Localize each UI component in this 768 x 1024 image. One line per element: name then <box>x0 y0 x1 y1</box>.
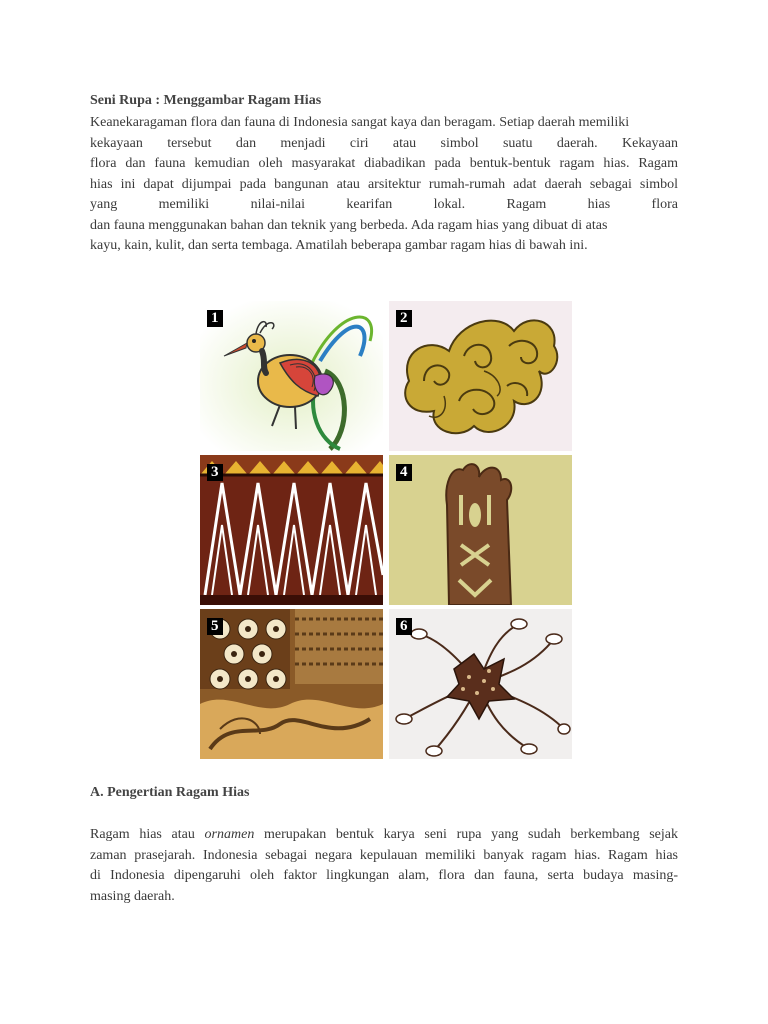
ornament-image-zigzag <box>200 455 383 605</box>
intro-line: kekayaan tersebut dan menjadi ciri atau simbol suatu daerah. Kekayaan <box>90 135 678 151</box>
gold-carving-illustration <box>389 301 572 451</box>
wood-carving-illustration <box>389 455 572 605</box>
bird-illustration <box>200 301 383 451</box>
ornament-image-grid <box>200 301 572 759</box>
section-paragraph <box>90 825 678 907</box>
image-number-label: 5 <box>207 618 223 635</box>
section-text: Ragam hias atau <box>90 827 205 842</box>
section-line <box>90 825 678 846</box>
intro-line: yang memiliki nilai-nilai kearifan lokal. Ragam hias flora <box>90 197 678 212</box>
intro-paragraph <box>90 113 678 257</box>
italic-term: ornamen <box>204 827 255 842</box>
image-number-label: 4 <box>396 464 412 481</box>
section-line: di Indonesia dipengaruhi oleh faktor lingkungan alam, flora dan fauna, serta budaya masing- <box>90 868 678 883</box>
floral-motif-illustration <box>389 609 572 759</box>
zigzag-illustration <box>200 455 383 605</box>
section-line: masing daerah. <box>90 888 175 904</box>
section-heading: A. Pengertian Ragam Hias <box>90 785 250 800</box>
intro-line: dan fauna menggunakan bahan dan teknik yang berbeda. Ada ragam hias yang dibuat di atas <box>90 217 608 233</box>
ornament-image-gold-carving <box>389 301 572 451</box>
intro-line: Keanekaragaman flora dan fauna di Indonesia sangat kaya dan beragam. Setiap daerah memiliki <box>90 115 630 130</box>
ornament-image-wood-carving <box>389 455 572 605</box>
image-number-label: 6 <box>396 618 412 635</box>
intro-line: hias ini dapat dijumpai pada bangunan atau arsitektur rumah-rumah adat daerah sebagai simbol <box>90 176 678 192</box>
document-title: Seni Rupa : Menggambar Ragam Hias <box>90 93 322 108</box>
intro-line: flora dan fauna kemudian oleh masyarakat diabadikan pada bentuk-bentuk ragam hias. Ragam <box>90 156 678 171</box>
ornament-image-bird <box>200 301 383 451</box>
ornament-image-batik <box>200 609 383 759</box>
section-line: zaman prasejarah. Indonesia sebagai negara kepulauan memiliki banyak ragam hias. Ragam hias <box>90 847 678 863</box>
image-number-label: 3 <box>207 464 223 481</box>
ornament-image-floral-motif <box>389 609 572 759</box>
section-text: merupakan bentuk karya seni rupa yang sudah berkembang sejak <box>254 827 679 842</box>
image-number-label: 1 <box>207 310 223 327</box>
batik-illustration <box>200 609 383 759</box>
image-number-label: 2 <box>396 310 412 327</box>
intro-line: kayu, kain, kulit, dan serta tembaga. Amatilah beberapa gambar ragam hias di bawah ini. <box>90 238 588 253</box>
